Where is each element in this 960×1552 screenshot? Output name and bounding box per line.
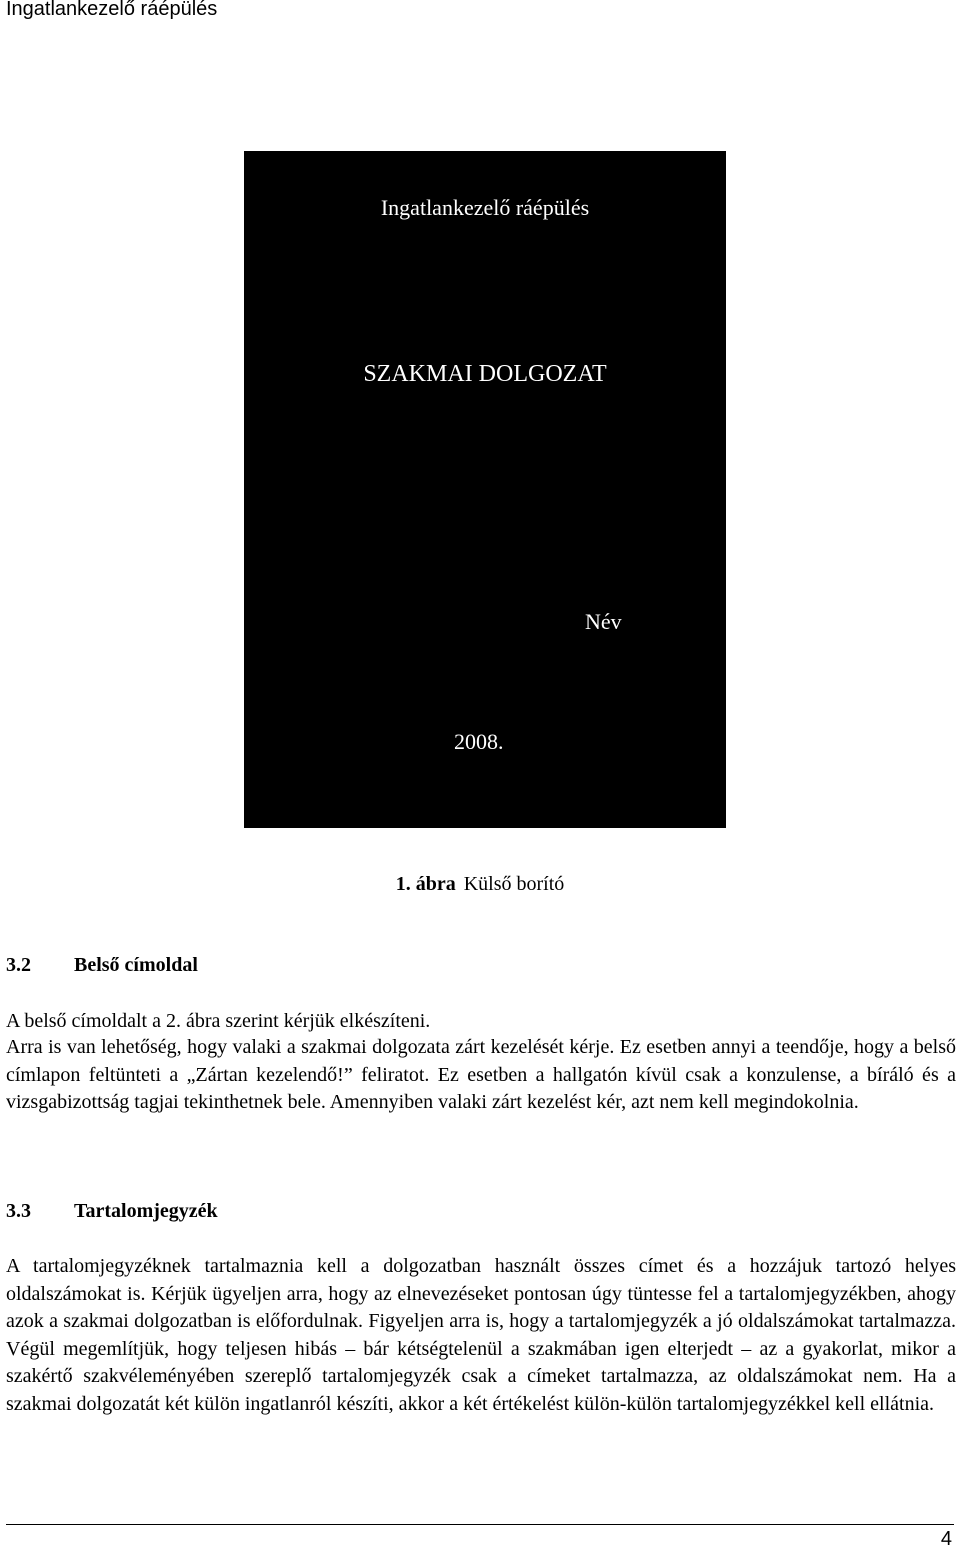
figure-label: 1. ábra	[395, 873, 456, 895]
paragraph: A belső címoldalt a 2. ábra szerint kérjük elkészíteni.	[6, 1010, 431, 1032]
paragraph: Arra is van lehetőség, hogy valaki a szakmai dolgozata zárt kezelését kérje. Ez esetben annyi a teendője, hogy a belső címlapon feltünteti a „Zártan kezelendő!” feliratot. Ez esetben a hallgatón kívül csak a konzulense, a bíráló és a vizsgabizottság tagjai tekinthetnek bele. Amennyiben valaki zárt kezelést kér, azt nem kell megindokolnia.	[6, 1036, 956, 1113]
section-title: Tartalomjegyzék	[74, 1200, 218, 1222]
section-number: 3.2	[6, 954, 31, 976]
figure-caption	[0, 873, 960, 896]
paragraph: A tartalomjegyzéknek tartalmaznia kell a dolgozatban használt összes címet és a hozzájuk tartozó helyes oldalszámokat is. Kérjük ügyeljen arra, hogy az elnevezéseket pontosan úgy tüntesse fel a tartalomjegyzékben, ahogy azok a szakmai dolgozatban is előfordulnak. Figyeljen arra is, hogy a tartalomjegyzék a jó oldalszámokat tartalmazza. Végül megemlítjük, hogy teljesen hibás – bár kétségtelenül a szakmában igen elterjedt – az a gyakorlat, mikor a szakértő szakvéleményében szereplő tartalomjegyzék csak a címeket tartalmazza, az oldalszámokat nem. Ha a szakmai dolgozatát két külön ingatlanról készíti, akkor a két értékelést külön-külön tartalomjegyzékkel kell ellátnia.	[6, 1255, 956, 1415]
section-number: 3.3	[6, 1200, 31, 1222]
cover-name: Név	[585, 609, 622, 634]
section-heading-3-3	[6, 1200, 218, 1223]
figure-text: Külső borító	[463, 873, 565, 895]
cover-image	[244, 151, 726, 828]
cover-year: 2008.	[454, 729, 504, 754]
cover-title: Ingatlankezelő ráépülés	[380, 195, 590, 220]
page-number: 4	[940, 1528, 952, 1550]
cover-subtitle: SZAKMAI DOLGOZAT	[363, 361, 607, 387]
page-header: Ingatlankezelő ráépülés	[6, 0, 218, 20]
footer-divider	[6, 1524, 954, 1525]
section-title: Belső címoldal	[74, 954, 198, 976]
section-heading-3-2	[6, 954, 198, 977]
